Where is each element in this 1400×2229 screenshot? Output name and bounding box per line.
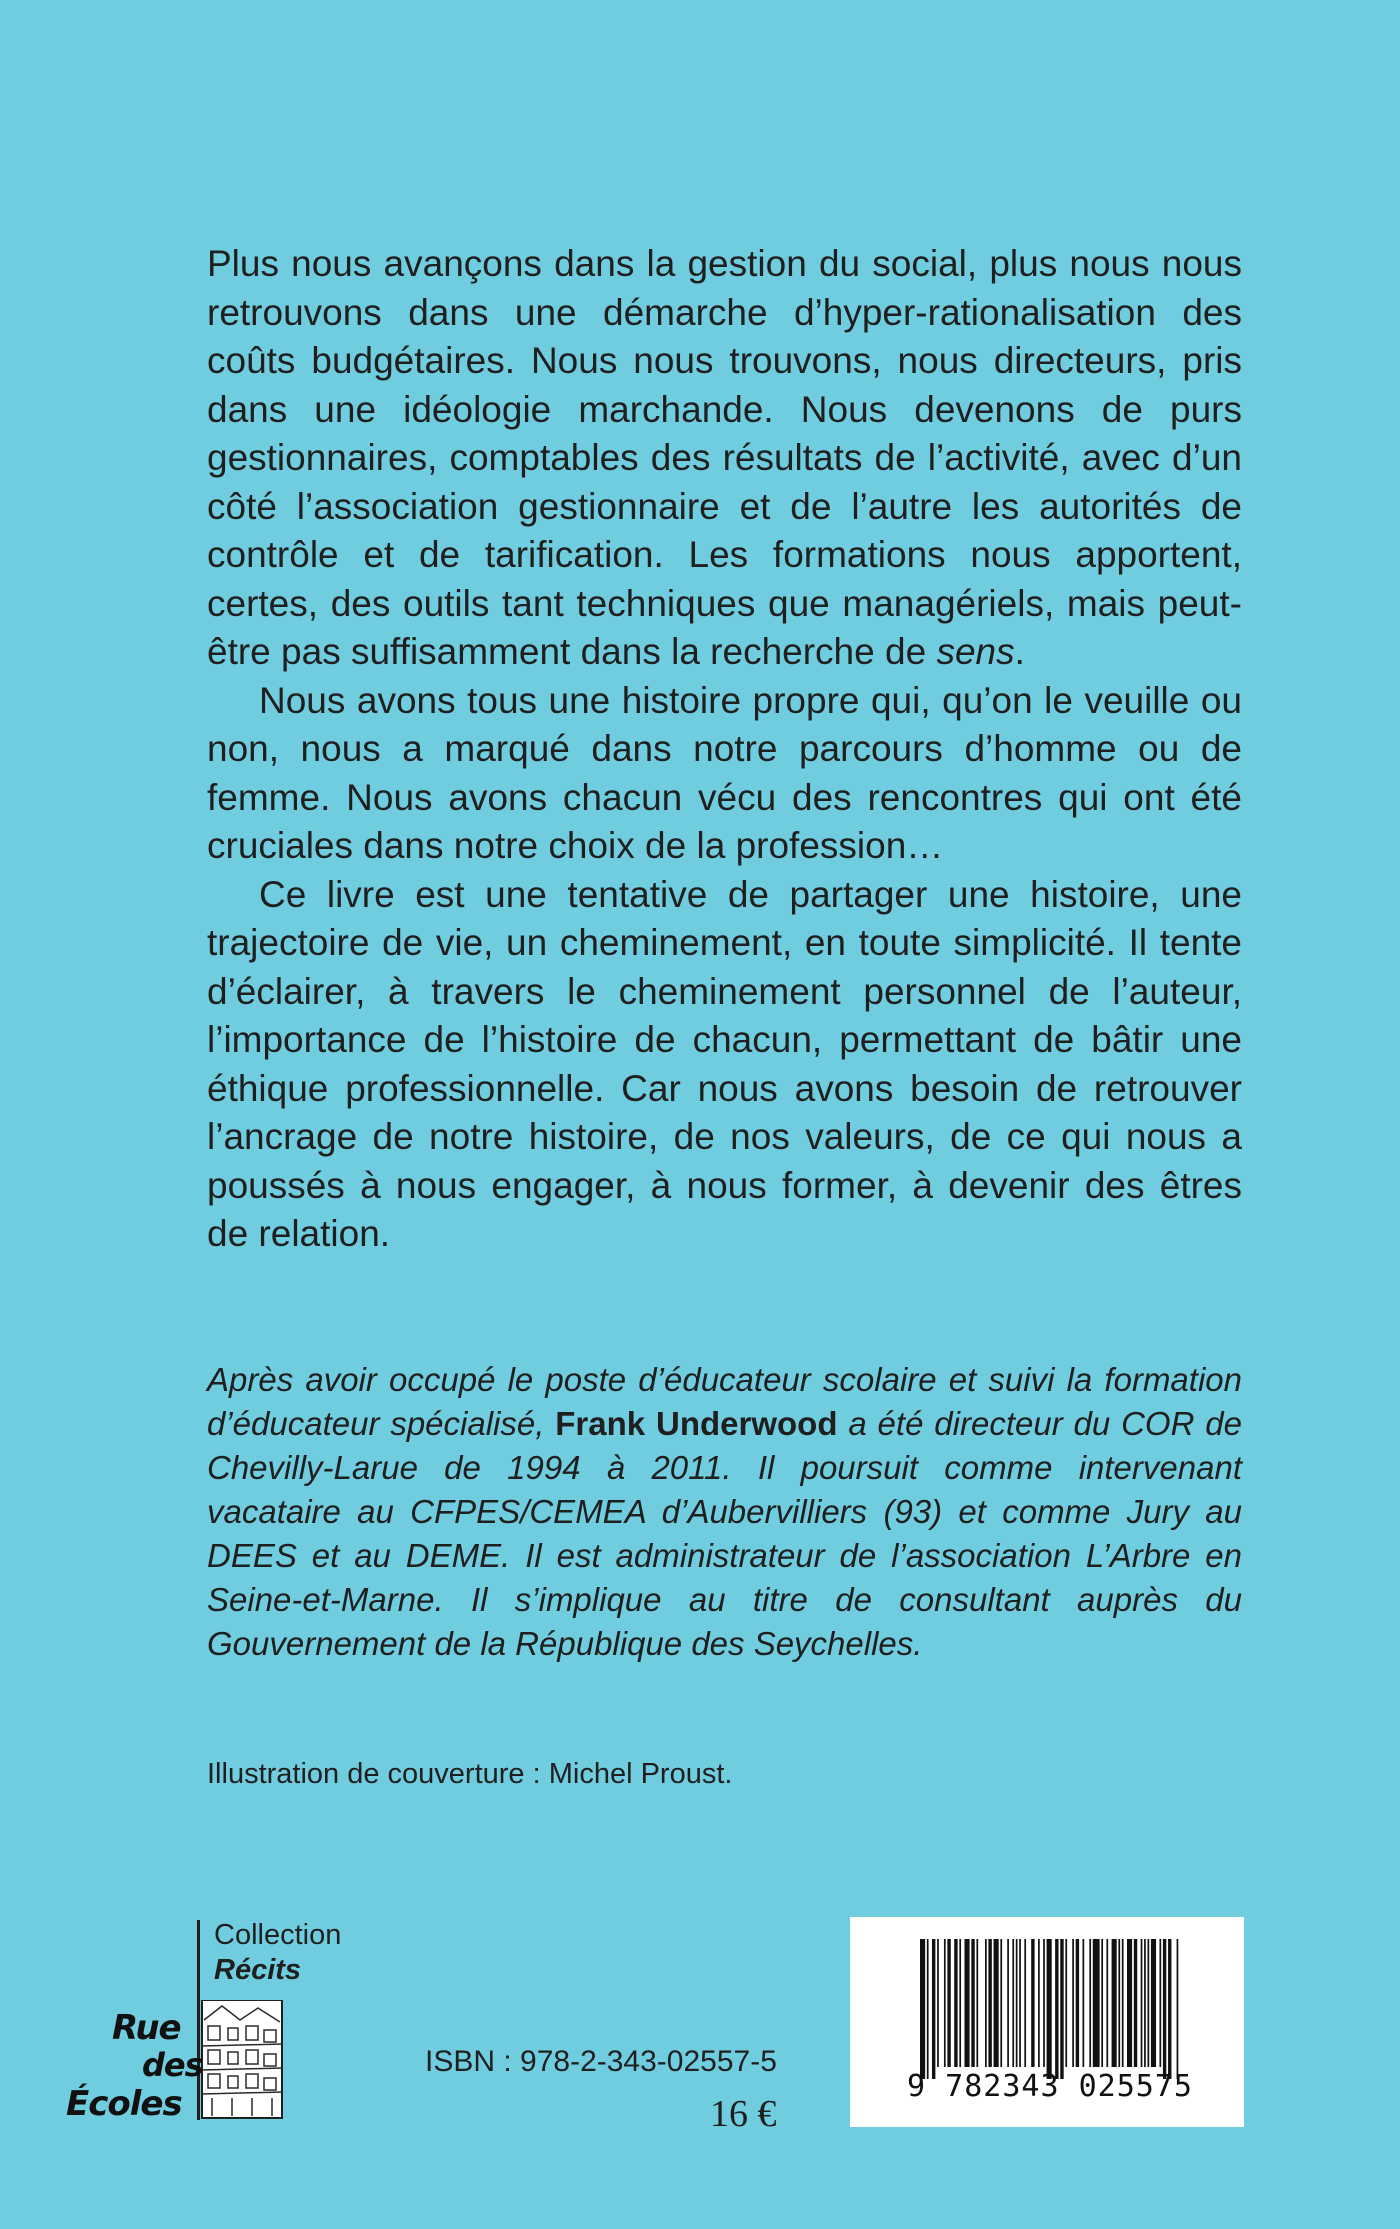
illustration-credit: Illustration de couverture : Michel Proust. [207, 1758, 733, 1790]
barcode-bar [1031, 1939, 1034, 2067]
blurb-paragraph-2: Nous avons tous une histoire propre qui, qu’on le veuille ou non, nous a marqué dans notre parcours d’homme ou de femme. Nous avons chacun vécu des rencontres qui ont été cruciales dans notre choix de la profession… [207, 679, 1242, 866]
barcode-bar [944, 1939, 946, 2067]
blurb-paragraph-1: Plus nous avançons dans la gestion du social, plus nous nous retrouvons dans une démarche d’hyper-rationalisation des coûts budgétaires. Nous nous trouvons, nous directeurs, pris dans une idéologie marchande. Nous devenons de purs gestionnaires, comptables des résultats de l’activité, avec d’un côté l’association gestionnaire et de l’autre les autorités de contrôle et de tarification. Les formations nous apportent, certes, des outils tant techniques que managériels, mais peut-être pas suffisamment dans la recherche de sens. [207, 243, 1242, 672]
barcode-bar [1148, 1939, 1150, 2067]
logo-word-des: des [142, 2046, 203, 2084]
barcode-bar [1159, 1939, 1161, 2067]
barcode-bar [1089, 1939, 1091, 2067]
barcode-bar [920, 1939, 925, 2079]
barcode-bar [937, 1939, 939, 2067]
barcode-bar [988, 1939, 991, 2067]
barcode-bar [1024, 1939, 1026, 2067]
barcode-bar [1144, 1939, 1146, 2067]
barcode [850, 1917, 1244, 2127]
barcode-bar [1083, 1939, 1085, 2067]
barcode-bar [1047, 1939, 1052, 2079]
barcode-bar [927, 1939, 929, 2079]
barcode-bar [971, 1939, 974, 2067]
collection-name: Récits [214, 1954, 302, 1986]
barcode-bar [1141, 1939, 1143, 2067]
barcode-bar [1093, 1939, 1100, 2067]
barcode-bar [1007, 1939, 1009, 2067]
barcode-bar [985, 1939, 987, 2067]
logo-word-rue: Rue [112, 2008, 181, 2048]
author-name: Frank Underwood [555, 1405, 838, 1442]
barcode-bar [1122, 1939, 1124, 2067]
barcode-bar [994, 1939, 999, 2067]
barcode-bar [1118, 1939, 1120, 2067]
barcode-bar [1127, 1939, 1132, 2067]
barcode-bar [1000, 1939, 1002, 2067]
barcode-bar [1055, 1939, 1058, 2079]
collection-label: Collection [214, 1919, 342, 1951]
barcode-bar [954, 1939, 957, 2067]
barcode-bar [947, 1939, 950, 2067]
barcode-bar [932, 1939, 935, 2079]
blurb-paragraph-3: Ce livre est une tentative de partager une histoire, une trajectoire de vie, un cheminement, en toute simplicité. Il tente d’éclairer, à travers le cheminement personnel de l’auteur, l’importance de l’histoire de chacun, permettant de bâtir une éthique professionnelle. Car nous avons besoin de retrouver l’ancrage de notre histoire, de nos valeurs, de ce qui nous a poussés à nous engager, à nous former, à devenir des êtres de relation. [207, 873, 1242, 1254]
barcode-bar [976, 1939, 978, 2067]
barcode-bar [1060, 1939, 1063, 2079]
barcode-bar [1076, 1939, 1079, 2067]
price: 16 € [710, 2093, 777, 2135]
barcode-bar [1072, 1939, 1074, 2067]
barcode-bar [959, 1939, 961, 2067]
barcode-bar [1038, 1939, 1040, 2067]
barcode-bar [1168, 1939, 1171, 2079]
publisher-logo [62, 2000, 322, 2130]
barcode-bar [1016, 1939, 1018, 2067]
barcode-bar [1134, 1939, 1137, 2067]
logo-word-ecoles: Écoles [66, 2084, 182, 2124]
blurb-emphasis: sens [936, 631, 1015, 672]
barcode-bar [1043, 1939, 1045, 2067]
barcode-bar [1065, 1939, 1067, 2067]
barcode-bar [1151, 1939, 1156, 2067]
barcode-bar [1106, 1939, 1108, 2067]
barcode-digits: 9 782343 025575 [907, 2069, 1193, 2104]
author-bio: Après avoir occupé le poste d’éducateur scolaire et suivi la formation d’éducateur spécialisé, Frank Underwood a été directeur du COR de Chevilly-Larue de 1994 à 2011. Il poursuit comme intervenant vacataire au CFPES/CEMEA d’Aubervilliers (93) et comme Jury au DEES et au DEME. Il est administrateur de l’association L’Arbre en Seine-et-Marne. Il s’implique au titre de consultant auprès du Gouvernement de la République des Seychelles. [207, 1361, 1243, 1662]
barcode-bar [1163, 1939, 1166, 2079]
barcode-bar [1019, 1939, 1021, 2067]
barcode-bar [1101, 1939, 1103, 2067]
barcode-bar [1012, 1939, 1014, 2067]
barcode-bar [1112, 1939, 1117, 2067]
isbn: ISBN : 978-2-343-02557-5 [425, 2045, 777, 2078]
barcode-bar [964, 1939, 969, 2067]
back-cover-blurb [207, 240, 1242, 1259]
barcode-bar [1177, 1939, 1179, 2079]
